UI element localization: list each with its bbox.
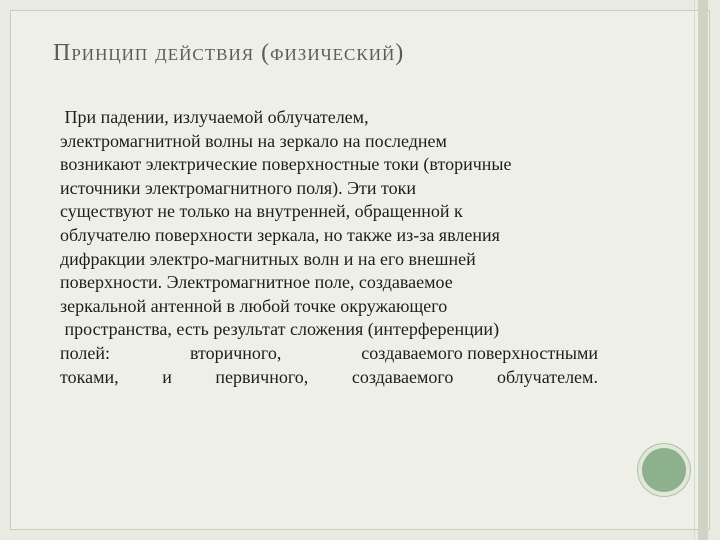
word: создаваемого поверхностными [361, 342, 598, 363]
word: и [162, 366, 172, 387]
text-line: существуют не только на внутренней, обращенной к [60, 201, 463, 222]
right-divider-line [694, 0, 695, 540]
text-line: пространства, есть результат сложения (интерференции) [60, 319, 500, 340]
text-line: дифракции электро-магнитных волн и на его внешней [60, 248, 476, 269]
word: первичного, [215, 366, 309, 387]
word: токами, [60, 366, 119, 387]
text-line: поверхности. Электромагнитное поле, создаваемое [60, 272, 453, 293]
text-line: зеркальной антенной в любой точке окружающего [60, 295, 448, 316]
text-line: При падении, излучаемой облучателем, [60, 107, 369, 127]
slide-title: Принцип действия (физический) [53, 40, 405, 66]
right-side-bar [698, 0, 708, 540]
word: вторичного, [189, 342, 282, 363]
text-line-justified [60, 366, 598, 390]
text-line: возникают электрические поверхностные токи (вторичные [60, 154, 512, 175]
text-line: облучателю поверхности зеркала, но также из-за явления [60, 224, 500, 245]
word: облучателем. [496, 366, 598, 387]
text-line: электромагнитной волны на зеркало на последнем [60, 130, 447, 151]
text-line-justified [60, 342, 598, 366]
text-line: источники электромагнитного поля). Эти токи [60, 177, 416, 198]
body-paragraph [60, 106, 620, 389]
word: создаваемого [351, 366, 454, 387]
word: полей: [60, 342, 111, 363]
decorative-circle [642, 448, 686, 492]
